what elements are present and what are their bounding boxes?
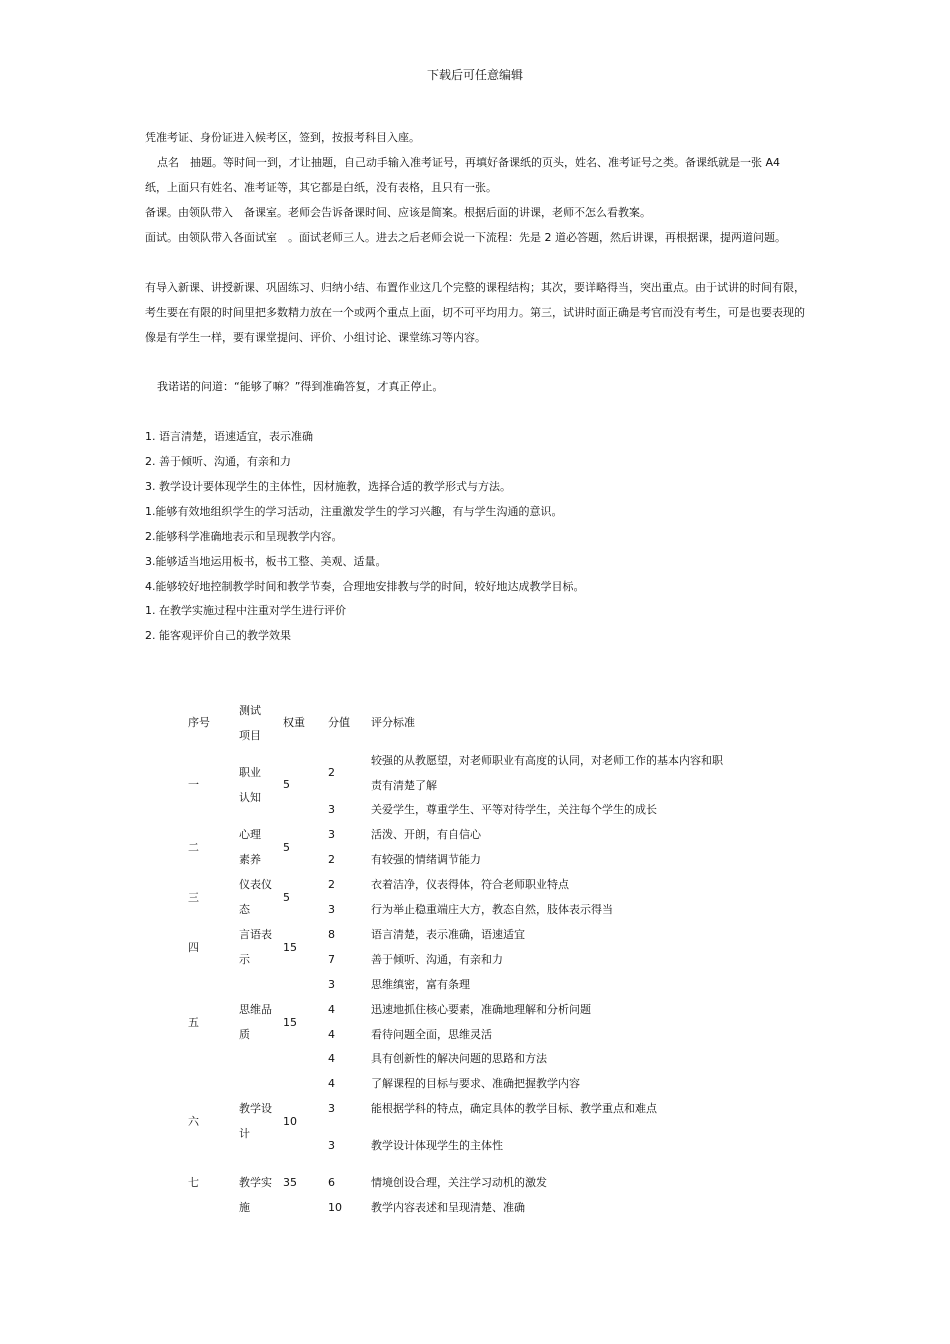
list-item: 1. 在教学实施过程中注重对学生进行评价 <box>145 604 346 617</box>
group-item: 计 <box>239 1127 250 1140</box>
row-score: 7 <box>328 953 335 966</box>
group-item: 认知 <box>239 791 261 804</box>
row-criteria: 迅速地抓住核心要素，准确地理解和分析问题 <box>371 1003 591 1016</box>
group-item: 职业 <box>239 766 261 779</box>
group-item: 示 <box>239 953 250 966</box>
header-weight: 权重 <box>283 716 305 729</box>
group-weight: 5 <box>283 778 290 791</box>
group-seq: 七 <box>188 1176 199 1189</box>
row-criteria: 善于倾听、沟通，有亲和力 <box>371 953 503 966</box>
header-item: 项目 <box>239 729 261 742</box>
header-item: 测试 <box>239 704 261 717</box>
group-item: 素养 <box>239 853 261 866</box>
row-score: 3 <box>328 1139 335 1152</box>
row-criteria: 思维缜密，富有条理 <box>371 978 470 991</box>
group-weight: 5 <box>283 841 290 854</box>
paragraph: 凭准考证、身份证进入候考区，签到，按报考科目入座。 <box>145 131 420 144</box>
list-item: 3.能够适当地运用板书，板书工整、美观、适量。 <box>145 555 387 568</box>
page-header: 下载后可任意编辑 <box>426 68 523 82</box>
row-score: 8 <box>328 928 335 941</box>
row-score: 3 <box>328 978 335 991</box>
group-weight: 15 <box>283 1016 297 1029</box>
list-item: 2. 善于倾听、沟通，有亲和力 <box>145 455 291 468</box>
row-criteria: 能根据学科的特点，确定具体的教学目标、教学重点和难点 <box>371 1102 657 1115</box>
list-item: 1.能够有效地组织学生的学习活动，注重激发学生的学习兴趣，有与学生沟通的意识。 <box>145 505 563 518</box>
row-score: 4 <box>328 1077 335 1090</box>
row-criteria: 衣着洁净，仪表得体，符合老师职业特点 <box>371 878 569 891</box>
paragraph: 备课。由领队带入 备课室。老师会告诉备课时间、应该是简案。根据后面的讲课，老师不怎么看教案。 <box>145 206 651 219</box>
list-item: 3. 教学设计要体现学生的主体性，因材施教，选择合适的教学形式与方法。 <box>145 480 511 493</box>
row-score: 4 <box>328 1052 335 1065</box>
row-criteria: 教学设计体现学生的主体性 <box>371 1139 503 1152</box>
row-score: 2 <box>328 766 335 779</box>
group-weight: 35 <box>283 1176 297 1189</box>
row-criteria: 教学内容表述和呈现清楚、准确 <box>371 1201 525 1214</box>
row-criteria: 情境创设合理，关注学习动机的激发 <box>371 1176 547 1189</box>
row-score: 6 <box>328 1176 335 1189</box>
row-score: 4 <box>328 1003 335 1016</box>
paragraph: 面试。由领队带入各面试室 。面试老师三人。进去之后老师会说一下流程：先是 2 道必答题，然后讲课，再根据课，提两道问题。 <box>145 231 786 244</box>
group-item: 思维品 <box>239 1003 272 1016</box>
group-weight: 5 <box>283 891 290 904</box>
group-item: 施 <box>239 1201 250 1214</box>
row-score: 2 <box>328 853 335 866</box>
row-criteria: 具有创新性的解决问题的思路和方法 <box>371 1052 547 1065</box>
group-item: 教学设 <box>239 1102 272 1115</box>
row-criteria: 行为举止稳重端庄大方，教态自然，肢体表示得当 <box>371 903 613 916</box>
row-criteria: 责有清楚了解 <box>371 779 437 792</box>
row-score: 3 <box>328 803 335 816</box>
paragraph: 有导入新课、讲授新课、巩固练习、归纳小结、布置作业这几个完整的课程结构；其次，要详略得当，突出重点。由于试讲的时间有限，考生要在有限的时间里把多数精力放在一个或两个重点上面，切不可平均用力。第三，试讲时面正确是考官而没有考生，可是也要表现的像是有学生一样，要有课堂提问、评价、小组讨论、课堂练习等内容。 <box>145 281 805 344</box>
row-criteria: 关爱学生，尊重学生、平等对待学生，关注每个学生的成长 <box>371 803 657 816</box>
row-criteria: 较强的从教愿望，对老师职业有高度的认同，对老师工作的基本内容和职 <box>371 754 723 767</box>
group-item: 言语表 <box>239 928 272 941</box>
row-score: 2 <box>328 878 335 891</box>
group-seq: 二 <box>188 841 199 854</box>
row-criteria: 有较强的情绪调节能力 <box>371 853 481 866</box>
list-item: 2.能够科学准确地表示和呈现教学内容。 <box>145 530 343 543</box>
header-criteria: 评分标准 <box>371 716 415 729</box>
row-score: 3 <box>328 1102 335 1115</box>
row-criteria: 语言清楚，表示准确，语速适宜 <box>371 928 525 941</box>
row-score: 10 <box>328 1201 342 1214</box>
group-item: 仪表仪 <box>239 878 272 891</box>
group-item: 质 <box>239 1028 250 1041</box>
row-score: 3 <box>328 903 335 916</box>
group-weight: 10 <box>283 1115 297 1128</box>
list-item: 4.能够较好地控制教学时间和教学节奏，合理地安排教与学的时间，较好地达成教学目标。 <box>145 580 585 593</box>
group-item: 态 <box>239 903 250 916</box>
group-item: 心理 <box>239 828 261 841</box>
group-seq: 四 <box>188 941 199 954</box>
paragraph: 我诺诺的问道：“能够了嘛？”得到准确答复，才真正停止。 <box>157 380 444 393</box>
group-weight: 15 <box>283 941 297 954</box>
row-criteria: 活泼、开朗，有自信心 <box>371 828 481 841</box>
list-item: 1. 语言清楚，语速适宜，表示准确 <box>145 430 313 443</box>
group-seq: 六 <box>188 1115 199 1128</box>
row-criteria: 了解课程的目标与要求、准确把握教学内容 <box>371 1077 580 1090</box>
row-score: 4 <box>328 1028 335 1041</box>
group-seq: 三 <box>188 891 199 904</box>
group-seq: 五 <box>188 1016 199 1029</box>
paragraph: 点名 抽题。等时间一到，才让抽题，自己动手输入准考证号，再填好备课纸的页头，姓名、准考证号之类。备课纸就是一张 A4 纸，上面只有姓名、准考证等，其它都是白纸，没有表格，且只有一张。 <box>145 156 781 194</box>
group-item: 教学实 <box>239 1176 272 1189</box>
group-seq: 一 <box>188 778 199 791</box>
header-score: 分值 <box>328 716 350 729</box>
list-item: 2. 能客观评价自己的教学效果 <box>145 629 291 642</box>
row-criteria: 看待问题全面，思维灵活 <box>371 1028 492 1041</box>
row-score: 3 <box>328 828 335 841</box>
header-seq: 序号 <box>188 716 210 729</box>
